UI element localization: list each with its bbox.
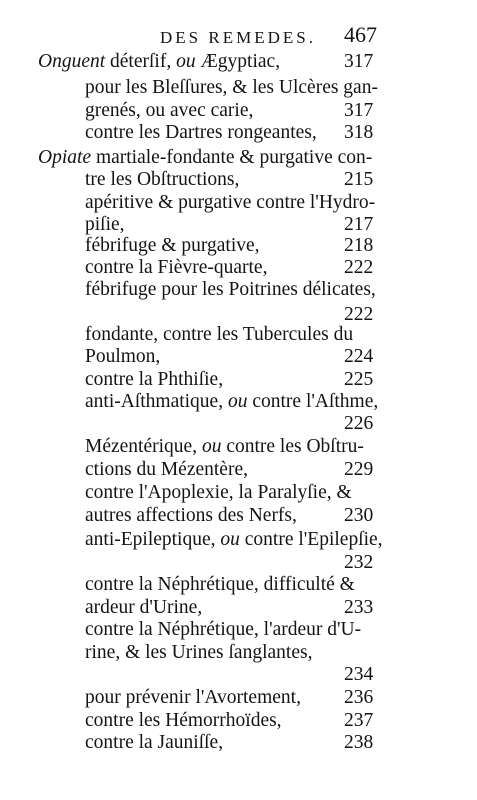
entry-line: [85, 370, 223, 390]
running-head: DES REMEDES.: [160, 28, 316, 47]
entry-line: [85, 215, 125, 235]
entry-text: déterſif,: [105, 51, 177, 72]
entry-line: [85, 530, 383, 550]
entry-text-cont: Ægyptiac,: [195, 51, 281, 72]
entry-line: [85, 193, 375, 213]
entry-page-ref: 224: [344, 346, 374, 367]
entry-line: [85, 620, 361, 640]
entry-text: martiale-fondante & purgative con-: [91, 147, 373, 168]
entry-text: anti-Aſthmatique,: [85, 391, 228, 412]
entry-line: [85, 123, 317, 143]
entry-page-ref: 236: [344, 687, 374, 708]
entry-line: [85, 170, 239, 190]
entry-text: contre les Dartres rongeantes,: [85, 122, 317, 143]
entry-text: ardeur d'Urine,: [85, 597, 203, 618]
entry-italic: ou: [227, 391, 248, 412]
entry-text: contre les Hémorrhoïdes,: [85, 710, 282, 731]
entry-text: fébrifuge pour les Poitrines délicates,: [85, 279, 376, 300]
entry-line: [85, 506, 297, 526]
entry-text: contre la Néphrétique, l'ardeur d'U-: [85, 619, 362, 640]
entry-page-ref: 232: [344, 552, 374, 573]
entry-text: piſie,: [85, 214, 125, 235]
entry-text: apéritive & purgative contre l'Hydro-: [85, 192, 376, 213]
entry-text: ctions du Mézentère,: [85, 459, 248, 480]
entry-line: [85, 711, 282, 731]
entry-line: [85, 437, 364, 457]
entry-page-ref: 225: [344, 369, 374, 390]
entry-text: contre la Phthiſie,: [85, 369, 224, 390]
entry-line: [85, 392, 378, 412]
entry-text-cont: contre l'Aſthme,: [247, 391, 379, 412]
entry-line: [85, 236, 260, 256]
entry-page-ref: 226: [344, 413, 374, 434]
entry-italic: ou: [220, 529, 240, 550]
entry-page-ref: 238: [344, 732, 374, 753]
page-number: 467: [344, 22, 377, 47]
entry-page-ref: 317: [344, 100, 374, 121]
entry-line: [85, 598, 202, 618]
entry-text: rine, & les Urines ſanglantes,: [85, 642, 313, 663]
entry-page-ref: 237: [344, 710, 374, 731]
entry-page-ref: 233: [344, 597, 374, 618]
entry-page-ref: 230: [344, 505, 374, 526]
entry-line: [38, 148, 372, 168]
entry-text: contre la Fièvre-quarte,: [85, 257, 268, 278]
entry-line: [85, 347, 160, 367]
entry-text: contre la Jauniſſe,: [85, 732, 224, 753]
entry-text: pour prévenir l'Avortement,: [85, 687, 301, 708]
entry-text: tre les Obſtructions,: [85, 169, 240, 190]
entry-page-ref: 234: [344, 664, 374, 685]
entry-text: fondante, contre les Tubercules du: [85, 324, 354, 345]
entry-text: grenés, ou avec carie,: [85, 100, 254, 121]
entry-page-ref: 218: [344, 235, 374, 256]
entry-text: Mézentérique,: [85, 436, 202, 457]
entry-line: [85, 325, 353, 345]
entry-line: [85, 688, 301, 708]
entry-line: [85, 483, 352, 503]
entry-line: [85, 643, 312, 663]
entry-line: [85, 78, 378, 98]
entry-line: [85, 733, 223, 753]
entry-text: autres affections des Nerfs,: [85, 505, 297, 526]
entry-text: contre la Néphrétique, difficulté &: [85, 574, 355, 595]
entry-page-ref: 222: [344, 304, 374, 325]
entry-line: [85, 101, 253, 121]
entry-line: [38, 52, 280, 72]
entry-page-ref: 217: [344, 214, 374, 235]
entry-italic: ou: [176, 51, 196, 72]
entry-text: pour les Bleſſures, & les Ulcères gan-: [85, 77, 378, 98]
entry-page-ref: 222: [344, 257, 374, 278]
entry-page-ref: 229: [344, 459, 374, 480]
entry-page-ref: 317: [344, 51, 374, 72]
entry-line: [85, 460, 248, 480]
entry-italic: ou: [201, 436, 222, 457]
entry-text: fébrifuge & purgative,: [85, 235, 260, 256]
entry-text-cont: contre l'Epilepſie,: [239, 529, 383, 550]
entry-text: contre l'Apoplexie, la Paralyſie, &: [85, 482, 352, 503]
entry-page-ref: 215: [344, 169, 374, 190]
entry-heading: Opiate: [38, 147, 92, 168]
entry-heading: Onguent: [38, 51, 106, 72]
entry-text-cont: contre les Obſtru-: [221, 436, 364, 457]
entry-text: Poulmon,: [85, 346, 161, 367]
entry-line: [85, 575, 355, 595]
entry-page-ref: 318: [344, 122, 374, 143]
entry-line: [85, 280, 376, 300]
entry-text: anti-Epileptique,: [85, 529, 221, 550]
entry-line: [85, 258, 267, 278]
